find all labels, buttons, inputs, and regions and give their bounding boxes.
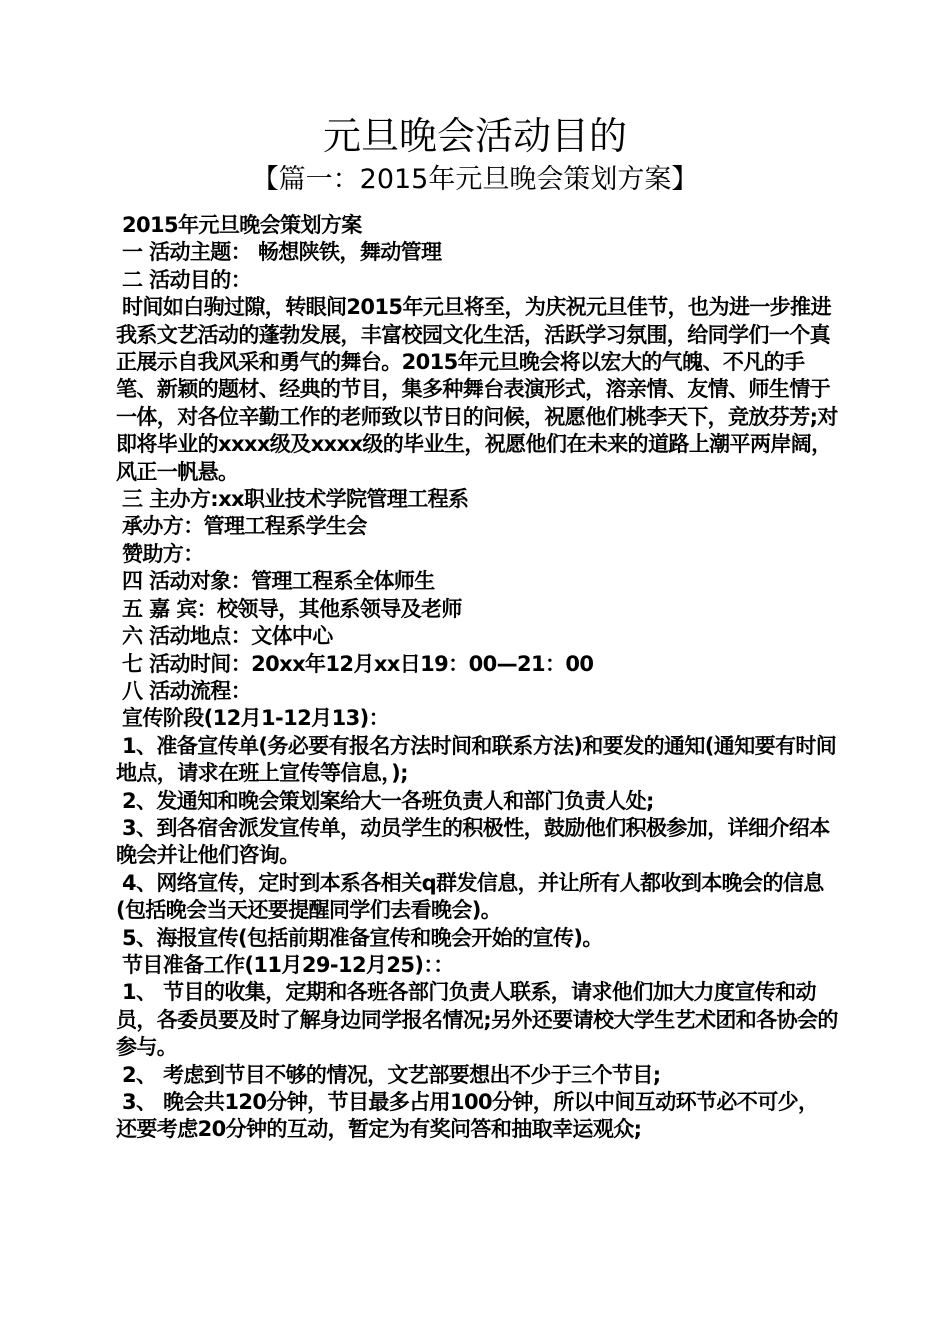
program-item-3: 3、 晚会共120分钟，节目最多占用100分钟，所以中间互动环节必不可少，还要考虑20分钟的互动，暂定为有奖问答和抽取幸运观众; [116, 1090, 819, 1142]
section-venue: 六 活动地点：文体中心 [122, 624, 333, 649]
publicity-item-5: 5、海报宣传(包括前期准备宣传和晚会开始的宣传)。 [122, 925, 603, 950]
document-body [116, 212, 838, 1144]
document-subtitle: 【篇一：2015年元旦晚会策划方案】 [251, 164, 699, 195]
section-guests: 五 嘉 宾：校领导，其他系领导及老师 [122, 596, 462, 621]
section-audience: 四 活动对象：管理工程系全体师生 [122, 569, 435, 594]
publicity-item-1: 1、准备宣传单(务必要有报名方法时间和联系方法)和要发的通知(通知要有时间地点，请求在班上宣传等信息，); [116, 733, 837, 786]
publicity-item-2: 2、发通知和晚会策划案给大一各班负责人和部门负责人处; [122, 788, 654, 813]
publicity-item-3: 3、到各宿舍派发宣传单，动员学生的积极性，鼓励他们积极参加，详细介绍本晚会并让他们咨询。 [116, 815, 830, 868]
section-process-heading: 八 活动流程： [122, 678, 252, 703]
publicity-item-4: 4、网络宣传，定时到本系各相关q群发信息，并让所有人都收到本晚会的信息(包括晚会当天还要提醒同学们去看晚会)。 [116, 870, 824, 923]
document-title: 元旦晚会活动目的 [322, 114, 627, 158]
program-prep-heading: 节目准备工作(11月29-12月25)：： [122, 952, 454, 977]
publicity-stage-heading: 宣传阶段(12月1-12月13)： [122, 706, 389, 731]
program-item-2: 2、 考虑到节目不够的情况，文艺部要想出不少于三个节目; [122, 1062, 661, 1087]
section-sponsor: 赞助方： [122, 541, 204, 566]
program-item-1: 1、 节目的收集，定期和各班各部门负责人联系，请求他们加大力度宣传和动员，各委员要及时了解身边同学报名情况;另外还要请校大学生艺术团和各协会的参与。 [116, 980, 838, 1060]
section-time: 七 活动时间：20xx年12月xx日19：00—21：00 [122, 651, 594, 676]
section-purpose-heading: 二 活动目的： [122, 267, 252, 292]
purpose-paragraph: 时间如白驹过隙，转眼间2015年元旦将至，为庆祝元旦佳节，也为进一步推进我系文艺活动的蓬勃发展，丰富校园文化生活，活跃学习氛围，给同学们一个真正展示自我风采和勇气的舞台。2015年元旦晚会将以宏大的气魄、不凡的手笔、新颖的题材、经典的节目，集多种舞台表演形式，溶亲情、友情、师生情于一体，对各位辛勤工作的老师致以节日的问候，祝愿他们桃李天下，竞放芬芳;对即将毕业的xxxx级及xxxx级的毕业生，祝愿他们在未来的道路上潮平两岸阔，风正一帆悬。 [116, 295, 838, 484]
plan-heading: 2015年元旦晚会策划方案 [122, 213, 362, 237]
section-theme: 一 活动主题： 畅想陕铁，舞动管理 [122, 240, 442, 265]
section-undertaker: 承办方：管理工程系学生会 [122, 514, 367, 539]
section-organizer: 三 主办方:xx职业技术学院管理工程系 [122, 487, 469, 512]
